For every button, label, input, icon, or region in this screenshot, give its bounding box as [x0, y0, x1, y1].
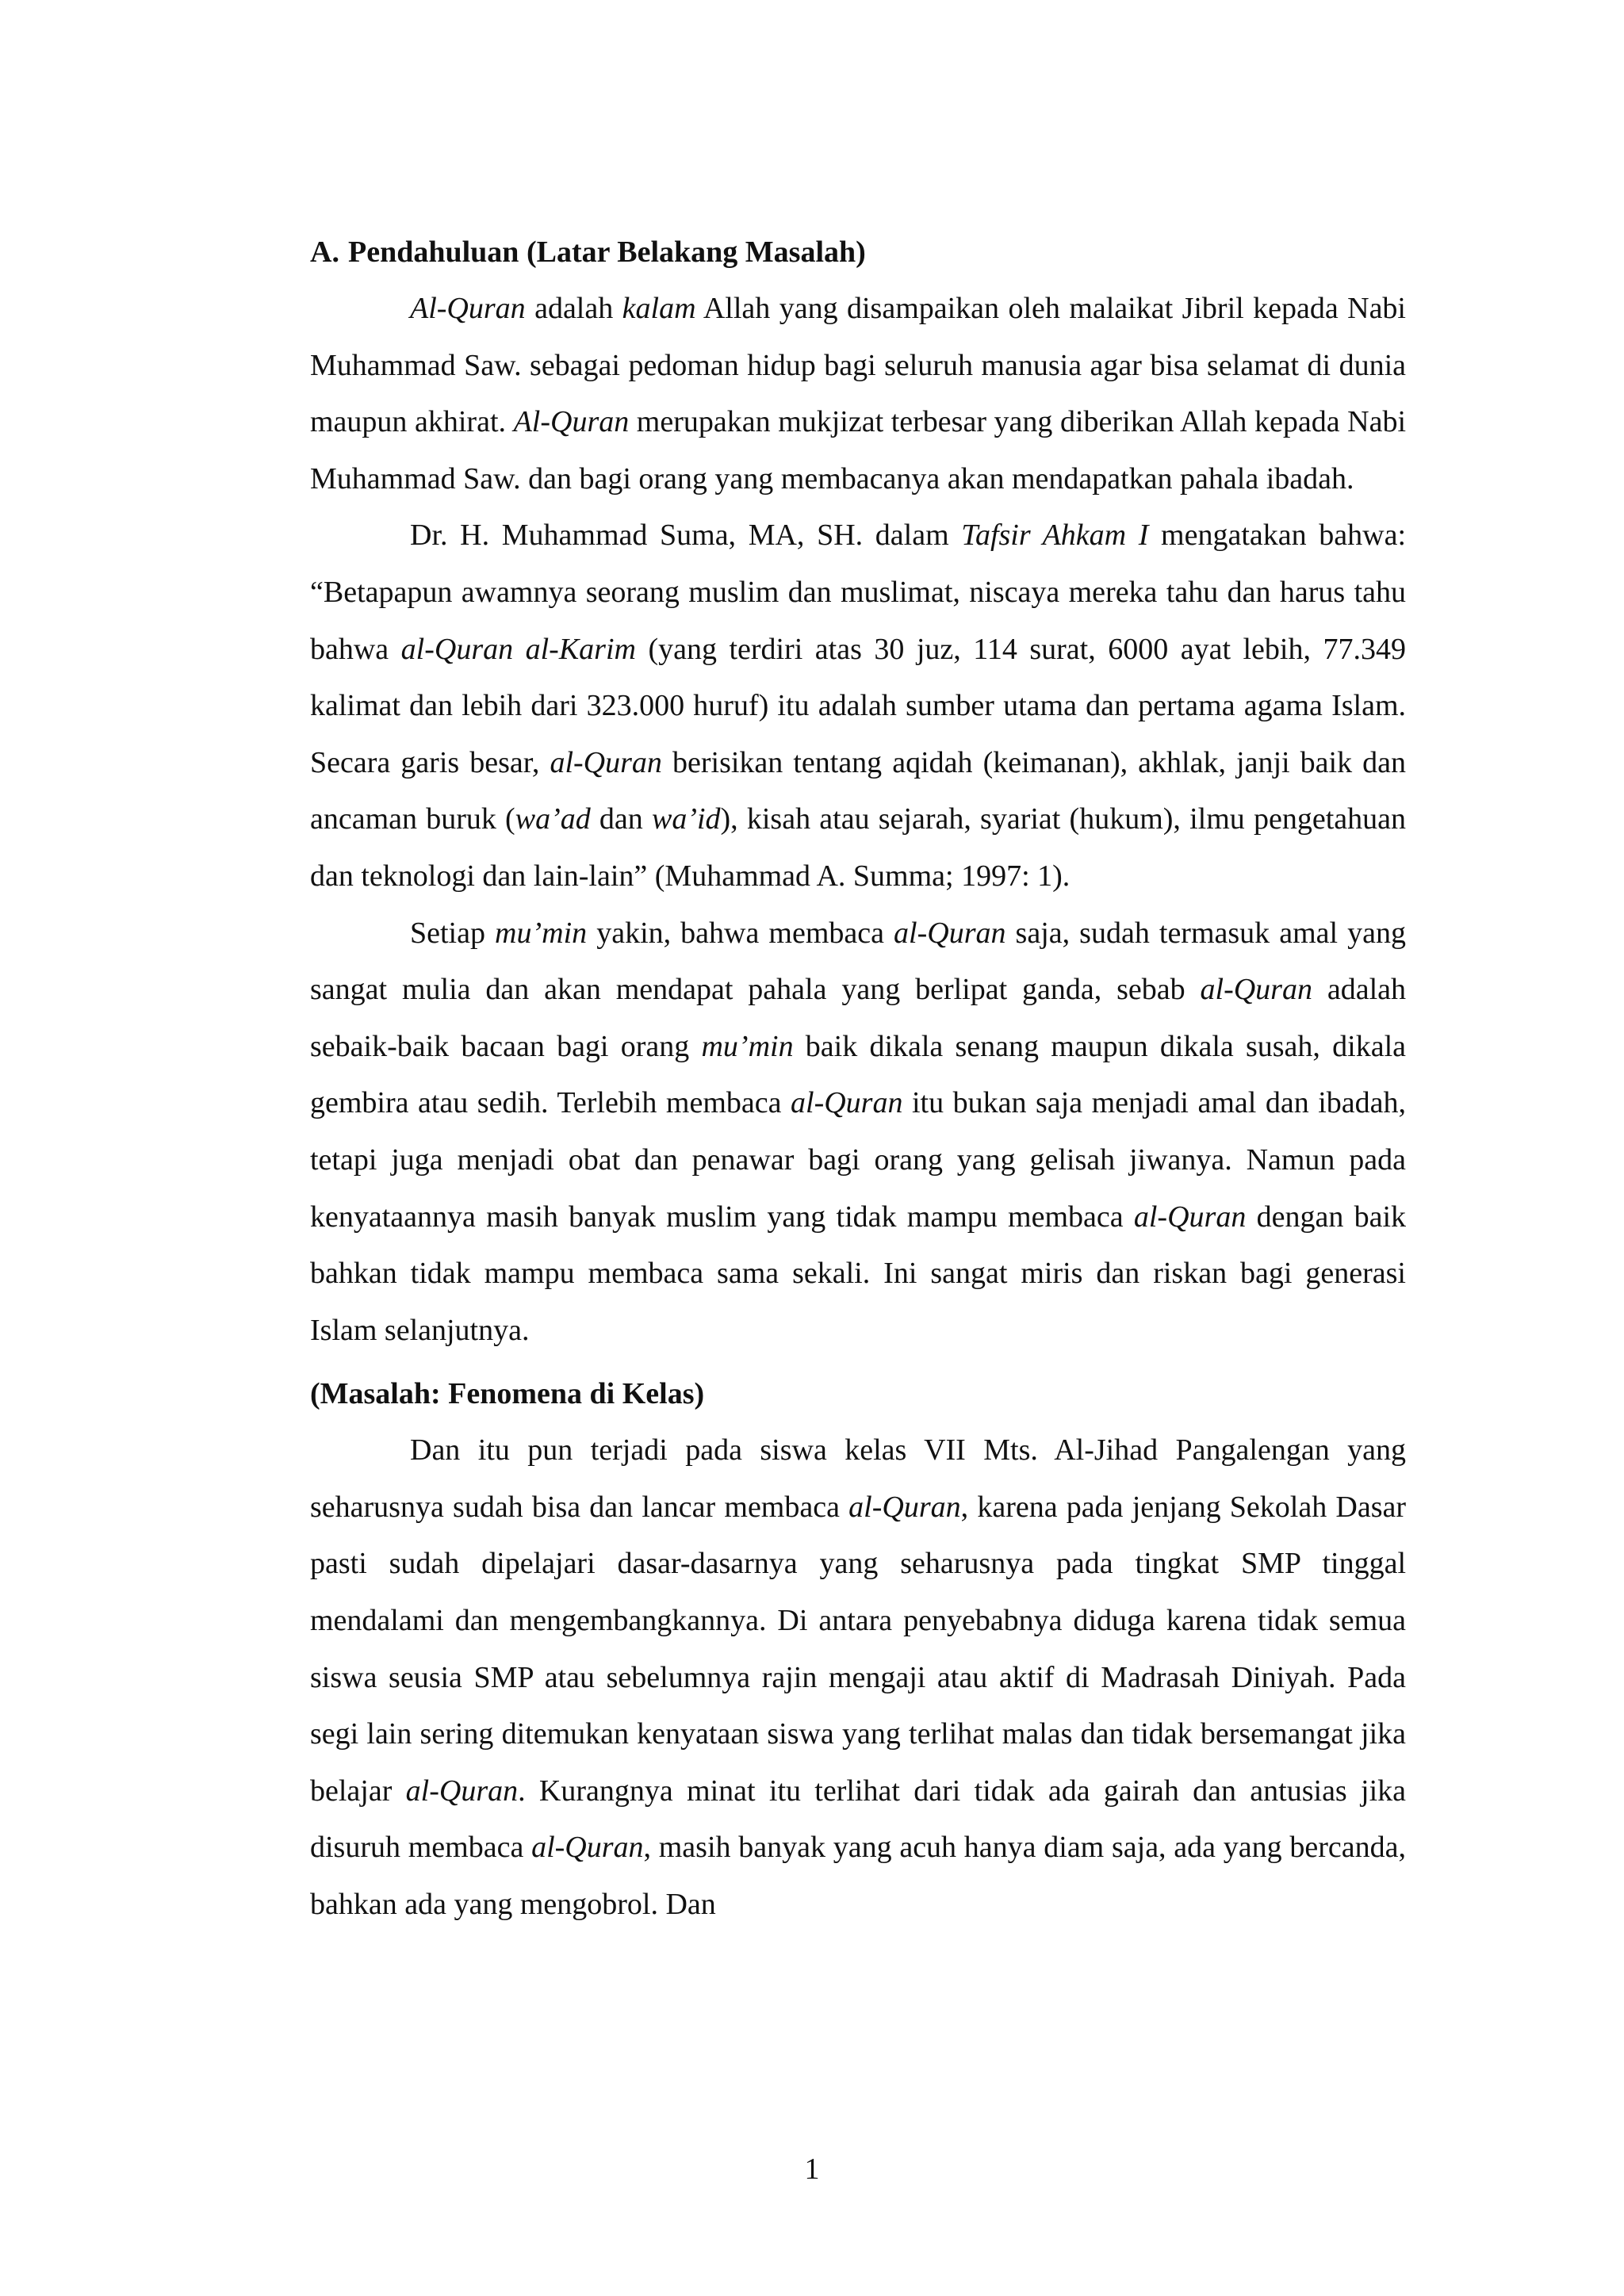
italic-term: kalam — [622, 292, 696, 325]
text-run: baik dikala senang maupun dikala susah, dikala gembira atau sedih. Terlebih membaca — [310, 1029, 1406, 1120]
italic-term: al-Quran — [894, 916, 1006, 950]
italic-term: wa’id — [651, 802, 721, 836]
text-run: . Kurangnya minat itu terlihat dari tidak ada gairah dan antusias jika disuruh membaca — [310, 1774, 1406, 1865]
italic-term: al-Quran al-Karim — [400, 632, 636, 666]
italic-term: al-Quran — [531, 1831, 644, 1865]
paragraph — [310, 905, 1406, 1360]
italic-term: Tafsir Ahkam I — [961, 519, 1149, 553]
text-run: , masih banyak yang acuh hanya diam saja, ada yang bercanda, bahkan ada yang mengobrol. Dan — [310, 1831, 1406, 1922]
text-run: Dr. H. Muhammad Suma, MA, SH. dalam — [410, 519, 962, 553]
text-run: merupakan mukjizat terbesar yang diberikan Allah kepada Nabi Muhammad Saw. dan bagi orang yang membacanya akan mendapatkan pahala ibadah. — [310, 405, 1406, 496]
section-title: Pendahuluan (Latar Belakang Masalah) — [348, 235, 866, 269]
text-run: berisikan tentang aqidah (keimanan), akhlak, janji baik dan ancaman buruk ( — [310, 745, 1406, 836]
text-run: , karena pada jenjang Sekolah Dasar pasti sudah dipelajari dasar-dasarnya yang seharusnya pada tingkat SMP tinggal mendalami dan mengembangkannya. Di antara penyebabnya diduga karena tidak semua siswa seusia SMP atau sebelumnya rajin mengaji atau aktif di Madrasah Diniyah. Pada segi lain sering ditemukan kenyataan siswa yang terlihat malas dan tidak bersemangat jika belajar — [310, 1490, 1407, 1808]
paragraph — [310, 1422, 1406, 1933]
paragraph — [310, 281, 1406, 507]
section-heading — [310, 224, 1406, 281]
text-run: ), kisah atau sejarah, syariat (hukum), ilmu pengetahuan dan teknologi dan lain-lain” (Muhammad A. Summa; 1997: 1). — [310, 802, 1406, 893]
italic-term: al-Quran — [1200, 973, 1312, 1007]
text-run: Setiap — [410, 916, 496, 950]
italic-term: wa’ad — [515, 802, 591, 836]
section-letter: A. — [310, 235, 339, 269]
paragraph-group-intro — [310, 281, 1406, 1359]
italic-term: Al-Quran — [410, 292, 526, 325]
text-run: yakin, bahwa membaca — [587, 916, 894, 950]
text-run: dan — [590, 802, 652, 836]
italic-term: al-Quran — [405, 1774, 519, 1808]
text-run: Dan itu pun terjadi pada siswa kelas VII Mts. Al-Jihad Pangalengan yang seharusnya sudah bisa dan lancar membaca — [310, 1433, 1406, 1524]
italic-term: mu’min — [495, 916, 588, 950]
italic-term: al-Quran — [848, 1490, 961, 1524]
text-run: adalah sebaik-baik bacaan bagi orang — [310, 973, 1406, 1063]
paragraph-group-problem — [310, 1422, 1406, 1933]
italic-term: al-Quran — [550, 745, 662, 779]
text-run: saja, sudah termasuk amal yang sangat mulia dan akan mendapat pahala yang berlipat ganda, sebab — [310, 916, 1406, 1007]
text-run: mengatakan bahwa: “Betapapun awamnya seorang muslim dan muslimat, niscaya mereka tahu dan harus tahu bahwa — [310, 519, 1407, 666]
italic-term: mu’min — [701, 1029, 794, 1063]
text-run: (yang terdiri atas 30 juz, 114 surat, 6000 ayat lebih, 77.349 kalimat dan lebih dari 323.000 huruf) itu adalah sumber utama dan pertama agama Islam. Secara garis besar, — [310, 632, 1406, 779]
italic-term: Al-Quran — [513, 405, 630, 439]
subsection-heading: (Masalah: Fenomena di Kelas) — [310, 1377, 705, 1411]
italic-term: al-Quran — [791, 1086, 903, 1120]
page-content — [310, 224, 1406, 1934]
italic-term: al-Quran — [1133, 1200, 1247, 1234]
text-run: adalah — [525, 292, 622, 325]
text-run: itu bukan saja menjadi amal dan ibadah, tetapi juga menjadi obat dan penawar bagi orang yang gelisah jiwanya. Namun pada kenyataannya masih banyak muslim yang tidak mampu membaca — [310, 1086, 1407, 1234]
text-run: dengan baik bahkan tidak mampu membaca sama sekali. Ini sangat miris dan riskan bagi generasi Islam selanjutnya. — [310, 1200, 1406, 1347]
text-run: Allah yang disampaikan oleh malaikat Jibril kepada Nabi Muhammad Saw. sebagai pedoman hidup bagi seluruh manusia agar bisa selamat di dunia maupun akhirat. — [310, 292, 1406, 439]
page-number: 1 — [804, 2152, 820, 2186]
paragraph — [310, 507, 1406, 905]
